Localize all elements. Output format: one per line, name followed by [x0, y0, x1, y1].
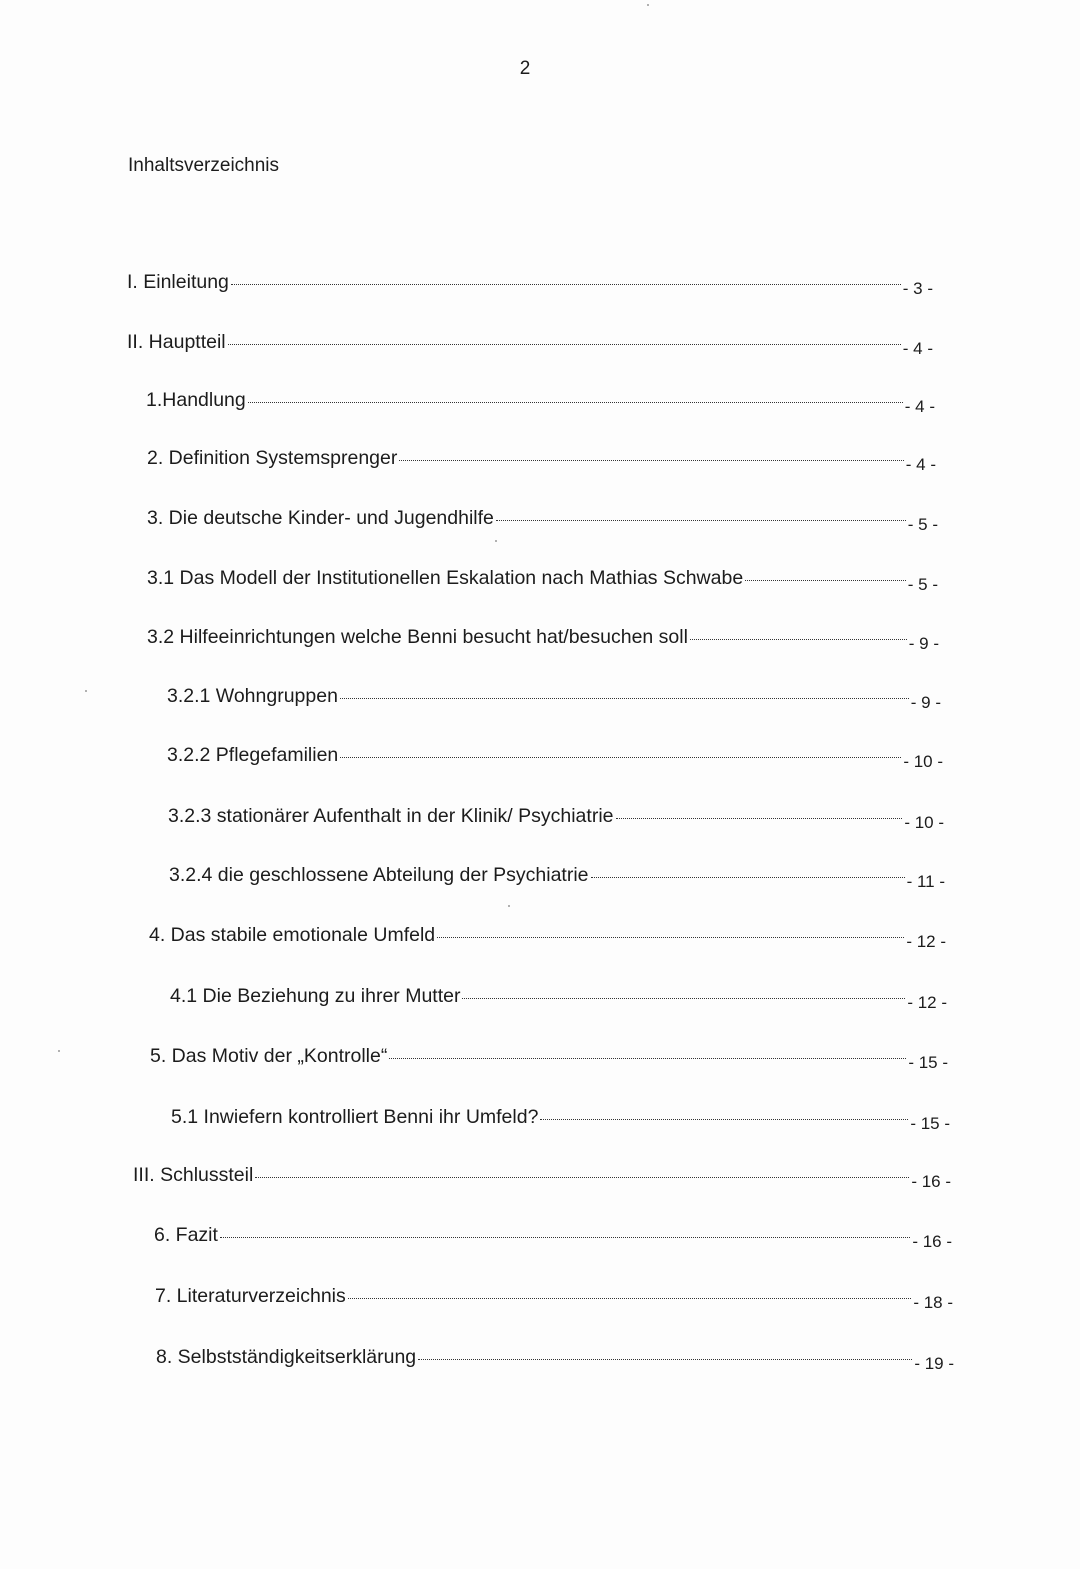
toc-leader-dots — [418, 1359, 912, 1360]
toc-entry-page: - 5 - — [907, 575, 938, 594]
toc-entry-page: - 4 - — [902, 339, 933, 358]
toc-entry — [169, 864, 945, 891]
page-number: 2 — [519, 58, 531, 79]
toc-entry-page: - 19 - — [914, 1354, 954, 1373]
toc-entry-label: 1.Handlung — [146, 389, 246, 411]
toc-entry — [168, 805, 944, 832]
toc-leader-dots — [745, 580, 906, 581]
toc-entry-label: 3.2 Hilfeeinrichtungen welche Benni besucht hat/besuchen soll — [147, 626, 688, 648]
toc-entry — [133, 1164, 951, 1191]
toc-entry — [147, 507, 938, 534]
toc-leader-dots — [340, 698, 909, 699]
toc-entry-page: - 15 - — [910, 1114, 950, 1133]
toc-leader-dots — [348, 1298, 912, 1299]
toc-entry-label: 7. Literaturverzeichnis — [155, 1285, 346, 1307]
toc-entry-label: 5.1 Inwiefern kontrolliert Benni ihr Umfeld? — [171, 1106, 539, 1128]
toc-entry-page: - 9 - — [908, 634, 939, 653]
toc-leader-dots — [248, 402, 903, 403]
toc-entry-label: III. Schlussteil — [133, 1164, 254, 1186]
toc-entry-label: 3.1 Das Modell der Institutionellen Eskalation nach Mathias Schwabe — [147, 567, 744, 589]
toc-entry-page: - 12 - — [907, 993, 947, 1012]
toc-entry-page: - 4 - — [904, 397, 935, 416]
toc-entry-label: 2. Definition Systemsprenger — [147, 447, 398, 469]
toc-entry — [146, 389, 935, 416]
toc-entry-page: - 5 - — [907, 515, 938, 534]
toc-entry-page: - 10 - — [903, 752, 943, 771]
toc-leader-dots — [616, 818, 903, 819]
toc-entry — [155, 1285, 953, 1312]
toc-entry-page: - 18 - — [913, 1293, 953, 1312]
toc-entry-label: 3.2.2 Pflegefamilien — [167, 744, 339, 766]
toc-leader-dots — [255, 1177, 909, 1178]
toc-leader-dots — [437, 937, 904, 938]
toc-entry-page: - 9 - — [910, 693, 941, 712]
toc-entry — [171, 1106, 950, 1133]
toc-entry-label: I. Einleitung — [127, 271, 229, 293]
toc-leader-dots — [231, 284, 901, 285]
toc-entry — [170, 985, 947, 1012]
toc-leader-dots — [540, 1119, 908, 1120]
toc-entry — [150, 1045, 948, 1072]
toc-leader-dots — [462, 998, 905, 999]
toc-entry — [149, 924, 946, 951]
scan-speck — [508, 905, 510, 907]
toc-entry-label: 4. Das stabile emotionale Umfeld — [149, 924, 436, 946]
toc-entry — [154, 1224, 952, 1251]
toc-entry-page: - 10 - — [904, 813, 944, 832]
toc-entry-label: 5. Das Motiv der „Kontrolle“ — [150, 1045, 388, 1067]
toc-entry — [167, 685, 941, 712]
toc-entry-page: - 12 - — [906, 932, 946, 951]
toc-entry — [156, 1346, 954, 1373]
toc-entry-page: - 16 - — [912, 1232, 952, 1251]
toc-leader-dots — [389, 1058, 906, 1059]
scan-speck — [85, 690, 87, 692]
toc-entry — [127, 271, 933, 298]
toc-entry — [127, 331, 933, 358]
toc-entry-page: - 3 - — [902, 279, 933, 298]
toc-entry-label: II. Hauptteil — [127, 331, 226, 353]
toc-entry-page: - 11 - — [906, 872, 945, 891]
toc-entry-label: 3.2.1 Wohngruppen — [167, 685, 338, 707]
toc-entry — [147, 626, 939, 653]
toc-entry — [167, 744, 943, 771]
toc-leader-dots — [228, 344, 901, 345]
scan-speck — [495, 540, 497, 542]
toc-leader-dots — [496, 520, 906, 521]
toc-leader-dots — [591, 877, 905, 878]
toc-leader-dots — [690, 639, 907, 640]
toc-entry — [147, 447, 936, 474]
toc-entry-label: 3. Die deutsche Kinder- und Jugendhilfe — [147, 507, 494, 529]
toc-entry-page: - 16 - — [911, 1172, 951, 1191]
toc-entry-page: - 4 - — [905, 455, 936, 474]
toc-entry-label: 3.2.4 die geschlossene Abteilung der Psychiatrie — [169, 864, 589, 886]
toc-leader-dots — [399, 460, 903, 461]
scan-speck — [58, 1050, 60, 1052]
toc-entry-label: 4.1 Die Beziehung zu ihrer Mutter — [170, 985, 461, 1007]
toc-entry-label: 3.2.3 stationärer Aufenthalt in der Klinik/ Psychiatrie — [168, 805, 614, 827]
toc-entry-label: 6. Fazit — [154, 1224, 218, 1246]
toc-leader-dots — [220, 1237, 910, 1238]
toc-leader-dots — [340, 757, 901, 758]
toc-title: Inhaltsverzeichnis — [128, 155, 280, 176]
toc-entry-label: 8. Selbstständigkeitserklärung — [156, 1346, 417, 1368]
toc-entry — [147, 567, 938, 594]
toc-entry-page: - 15 - — [908, 1053, 948, 1072]
scan-speck — [647, 4, 649, 6]
